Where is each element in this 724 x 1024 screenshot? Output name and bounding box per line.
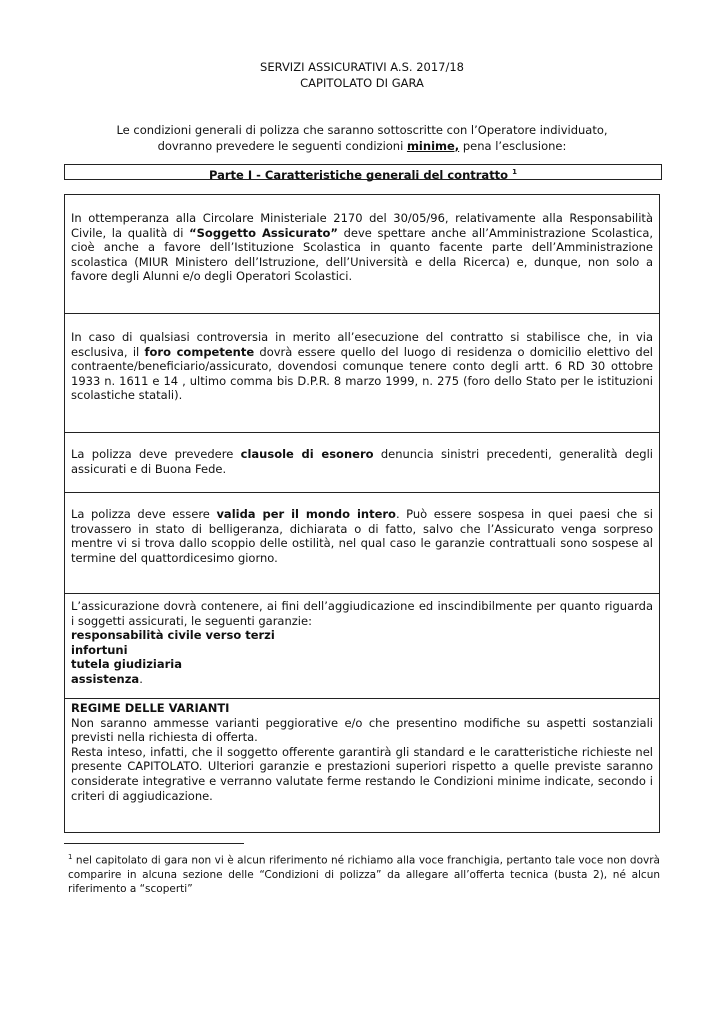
- clause-text-part: dovrà essere quello del luogo di residenza o domicilio elettivo del contraente/beneficiario/assicurato, dovendosi comunque tenere conto degli artt. 6 RD 30 ottobre 1933 n. 1611 e 14 , ultimo comma bis D.P.R. 8 marzo 1999, n. 275 (foro dello Stato per le istituzioni scolastiche statali).: [71, 344, 653, 403]
- footnote: [68, 850, 660, 896]
- clause-text: [71, 447, 653, 476]
- clause-text-part: denuncia sinistri precedenti, generalità degli assicurati e di Buona Fede.: [71, 447, 653, 476]
- variants-title: REGIME DELLE VARIANTI: [71, 701, 230, 715]
- clause-text-part: La polizza deve prevedere: [71, 447, 241, 461]
- intro-line-2-end: pena l’esclusione:: [459, 139, 567, 153]
- clause-text: [71, 211, 653, 284]
- intro-line-2-start: dovranno prevedere le seguenti condizioni: [157, 139, 407, 153]
- variants-paragraph: Non saranno ammesse varianti peggiorative e/o che presentino modifiche su aspetti sostanziali previsti nella richiesta di offerta.: [71, 715, 653, 745]
- document-title: SERVIZI ASSICURATIVI A.S. 2017/18: [260, 60, 464, 74]
- intro-line-1: Le condizioni generali di polizza che saranno sottoscritte con l’Operatore individuato,: [116, 123, 608, 137]
- guarantee-item: infortuni: [71, 642, 128, 657]
- clause-bold-term: foro competente: [144, 344, 255, 359]
- clause-bold-term: clausole di esonero: [240, 447, 374, 461]
- clause-text-part: In caso di qualsiasi controversia in merito all’esecuzione del contratto si stabilisce che, in via esclusiva, il: [71, 330, 653, 359]
- clause-bold-term: “Soggetto Assicurato”: [189, 225, 338, 240]
- guarantee-item: assistenza: [71, 671, 140, 686]
- document-subtitle: CAPITOLATO DI GARA: [300, 76, 424, 90]
- intro-emphasis: minime,: [406, 139, 460, 153]
- clause-bold-term: valida per il mondo intero: [216, 507, 396, 521]
- section-title: Parte I - Caratteristiche generali del contratto: [209, 168, 509, 182]
- footnote-reference: 1: [512, 168, 517, 176]
- variants-paragraph: Resta inteso, infatti, che il soggetto offerente garantirà gli standard e le caratteristiche richieste nel presente CAPITOLATO. Ulteriori garanzie e prestazioni superiori rispetto a quelle previste saranno considerate integrative e verranno valutate ferme restando le Condizioni minime indicate, secondo i criteri di aggiudicazione.: [71, 744, 653, 803]
- clause-box-jurisdiction: [64, 313, 660, 433]
- guarantee-item-last: [71, 672, 653, 687]
- clause-text-part: In ottemperanza alla Circolare Ministeriale 2170 del 30/05/96, relativamente alla Responsabilità Civile, la qualità di: [71, 211, 653, 240]
- clause-text-part: La polizza deve essere: [71, 507, 217, 521]
- clause-box-exemption: [64, 432, 660, 493]
- footnote-separator: [64, 843, 244, 844]
- intro-text: [60, 122, 664, 154]
- intro-line-2: [60, 138, 664, 154]
- clause-text-part: deve spettare anche all’Amministrazione Scolastica, cioè anche a favore dell’Istituzione Scolastica in quanto facente parte dell’Amministrazione scolastica (MIUR Ministero dell’Istruzione, dell’Università e della Ricerca) e, dunque, non solo a favore degli Alunni e/o degli Operatori Scolastici.: [71, 225, 654, 284]
- clause-box-variants: [64, 698, 660, 833]
- clause-box-insured-subject: [64, 194, 660, 314]
- guarantees-intro: L’assicurazione dovrà contenere, ai fini dell’aggiudicazione ed inscindibilmente per quanto riguarda i soggetti assicurati, le seguenti garanzie:: [71, 599, 653, 628]
- footnote-text: nel capitolato di gara non vi è alcun riferimento né richiamo alla voce franchigia, pertanto tale voce non dovrà comparire in alcuna sezione delle “Condizioni di polizza” da allegare all’offerta tecnica (busta 2), né alcun riferimento a “scoperti”: [68, 854, 660, 895]
- clause-text: [71, 507, 653, 565]
- guarantee-item: responsabilità civile verso terzi: [71, 628, 275, 643]
- guarantee-suffix: .: [139, 671, 143, 686]
- footnote-mark: 1: [68, 853, 73, 861]
- section-heading: [64, 164, 662, 180]
- clause-text-part: . Può essere sospesa in quei paesi che si trovassero in stato di belligeranza, dichiarata o di fatto, salvo che l’Assicurato venga sorpreso mentre vi si trova dallo scoppio delle ostilità, nel qual caso le garanzie contrattuali sono sospese al termine del quattordicesimo giorno.: [71, 507, 653, 565]
- clause-box-guarantees: [64, 593, 660, 699]
- clause-box-worldwide-validity: [64, 492, 660, 594]
- guarantee-item: tutela giudiziaria: [71, 657, 182, 672]
- clause-text: [71, 330, 653, 403]
